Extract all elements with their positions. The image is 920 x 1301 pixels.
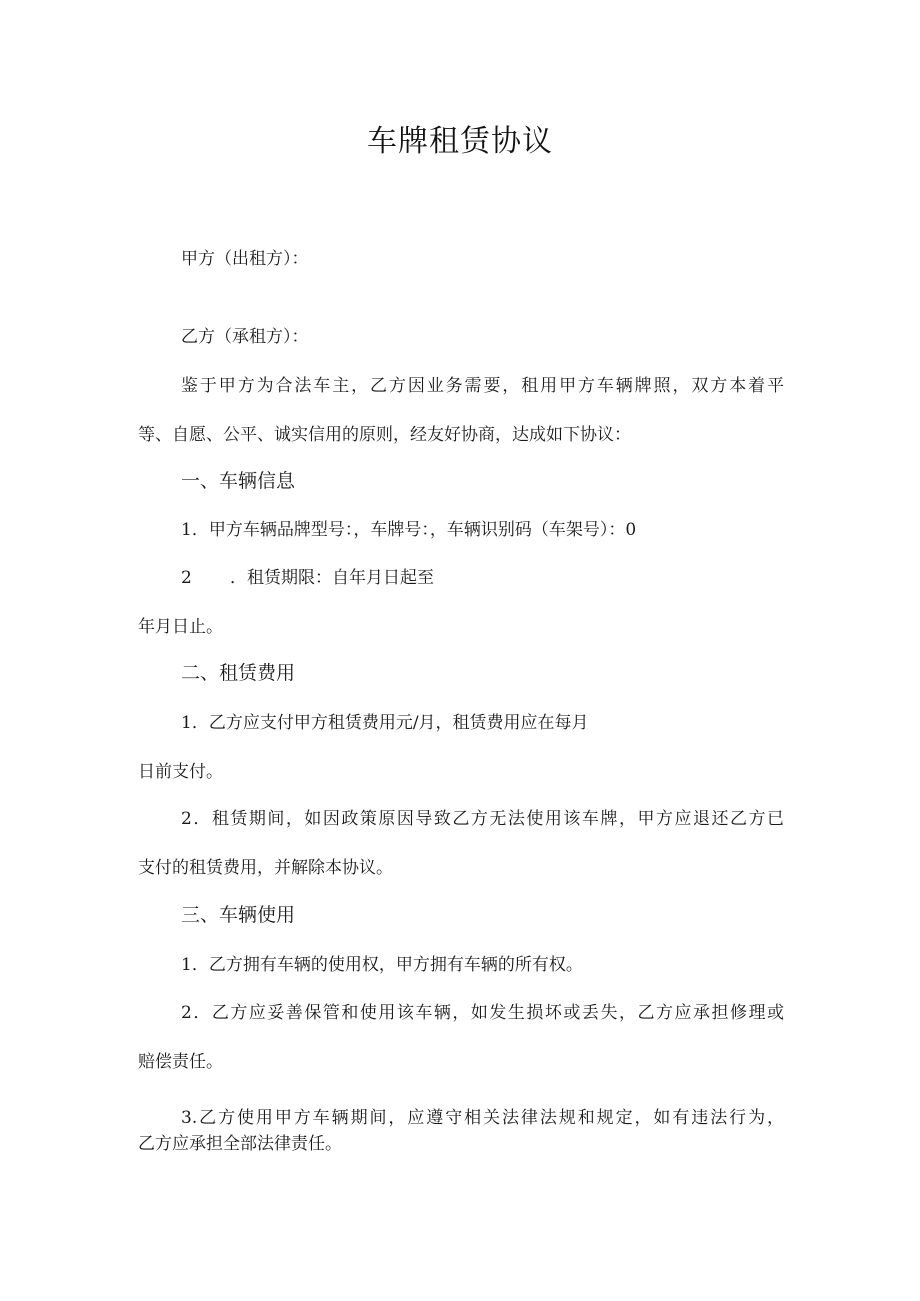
preamble-line-2: 等、自愿、公平、诚实信用的原则，经友好协商，达成如下协议： <box>138 425 631 445</box>
section-3-item-3-continuation: 乙方应承担全部法律责任。 <box>138 1134 342 1154</box>
section-3-item-2: 2．乙方应妥善保管和使用该车辆，如发生损坏或丢失，乙方应承担修理或 <box>181 1003 784 1023</box>
section-1-item-2-continuation: 年月日止。 <box>138 617 223 637</box>
section-1-item-1: 1．甲方车辆品牌型号：，车牌号：，车辆识别码（车架号）：0 <box>181 520 637 540</box>
section-1-heading: 一、车辆信息 <box>181 470 296 492</box>
section-2-item-1-continuation: 日前支付。 <box>138 762 223 782</box>
section-3-item-1: 1．乙方拥有车辆的使用权，甲方拥有车辆的所有权。 <box>181 955 583 975</box>
section-1-item-2-number: 2 <box>181 568 192 588</box>
party-a-label: 甲方（出租方）： <box>181 249 309 269</box>
party-b-label: 乙方（承租方）： <box>181 327 309 347</box>
preamble-line-1: 鉴于甲方为合法车主，乙方因业务需要，租用甲方车辆牌照，双方本着平 <box>181 376 784 396</box>
section-1-item-2-text: ．租赁期限：自年月日起至 <box>230 568 434 588</box>
document-title: 车牌租赁协议 <box>367 124 553 159</box>
section-3-item-2-continuation: 赔偿责任。 <box>138 1052 223 1072</box>
section-2-item-1: 1．乙方应支付甲方租赁费用元/月，租赁费用应在每月 <box>181 713 589 733</box>
section-2-heading: 二、租赁费用 <box>181 662 296 684</box>
section-2-item-2: 2．租赁期间，如因政策原因导致乙方无法使用该车牌，甲方应退还乙方已 <box>181 809 784 829</box>
section-3-item-3: 3.乙方使用甲方车辆期间，应遵守相关法律法规和规定，如有违法行为， <box>181 1108 784 1128</box>
section-3-heading: 三、车辆使用 <box>181 904 296 926</box>
section-2-item-2-continuation: 支付的租赁费用，并解除本协议。 <box>138 858 393 878</box>
